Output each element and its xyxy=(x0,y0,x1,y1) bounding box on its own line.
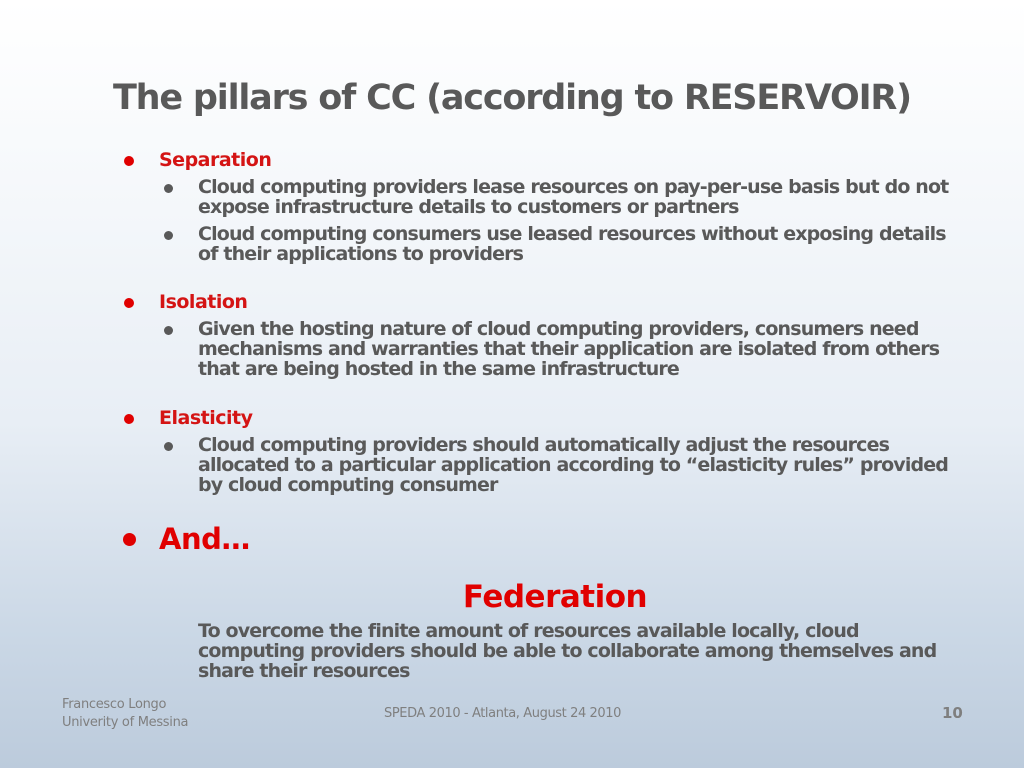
list-item xyxy=(198,177,998,217)
federation-heading: Federation xyxy=(462,579,648,615)
section-heading-elasticity: Elasticity xyxy=(159,407,253,429)
footer-affiliation: Univerity of Messina xyxy=(62,715,189,730)
list-item-line: by cloud computing consumer xyxy=(198,474,498,496)
federation-line: To overcome the finite amount of resources available locally, cloud xyxy=(198,620,859,642)
sub-bullet-icon xyxy=(164,184,173,193)
sub-bullet-icon xyxy=(164,442,173,451)
bullet-icon xyxy=(124,298,134,308)
list-item-line: Given the hosting nature of cloud computing providers, consumers need xyxy=(198,318,919,340)
list-item xyxy=(198,224,998,264)
footer-author-block xyxy=(62,696,188,732)
list-item-line: Cloud computing consumers use leased resources without exposing details xyxy=(198,223,946,245)
list-item-line: mechanisms and warranties that their application are isolated from others xyxy=(198,338,940,360)
sub-bullet-icon xyxy=(164,231,173,240)
sub-bullet-icon xyxy=(164,326,173,335)
slide-title: The pillars of CC (according to RESERVOIR) xyxy=(113,78,911,118)
list-item-line: expose infrastructure details to customers or partners xyxy=(198,196,739,218)
list-item xyxy=(198,435,998,495)
federation-line: share their resources xyxy=(198,660,410,682)
section-heading-separation: Separation xyxy=(159,149,272,171)
and-heading: And… xyxy=(159,522,250,556)
bullet-icon xyxy=(124,414,134,424)
page-number: 10 xyxy=(942,704,963,722)
footer-event: SPEDA 2010 - Atlanta, August 24 2010 xyxy=(384,706,622,721)
list-item-line: allocated to a particular application according to “elasticity rules” provided xyxy=(198,454,949,476)
list-item-line: of their applications to providers xyxy=(198,243,524,265)
footer-author: Francesco Longo xyxy=(62,697,167,712)
list-item xyxy=(198,319,998,379)
section-heading-isolation: Isolation xyxy=(159,291,248,313)
list-item-line: that are being hosted in the same infrastructure xyxy=(198,358,679,380)
bullet-icon xyxy=(124,156,134,166)
list-item-line: Cloud computing providers should automatically adjust the resources xyxy=(198,434,890,456)
list-item-line: Cloud computing providers lease resources on pay-per-use basis but do not xyxy=(198,176,949,198)
federation-line: computing providers should be able to collaborate among themselves and xyxy=(198,640,937,662)
bullet-icon xyxy=(123,533,136,546)
federation-description xyxy=(198,621,998,681)
